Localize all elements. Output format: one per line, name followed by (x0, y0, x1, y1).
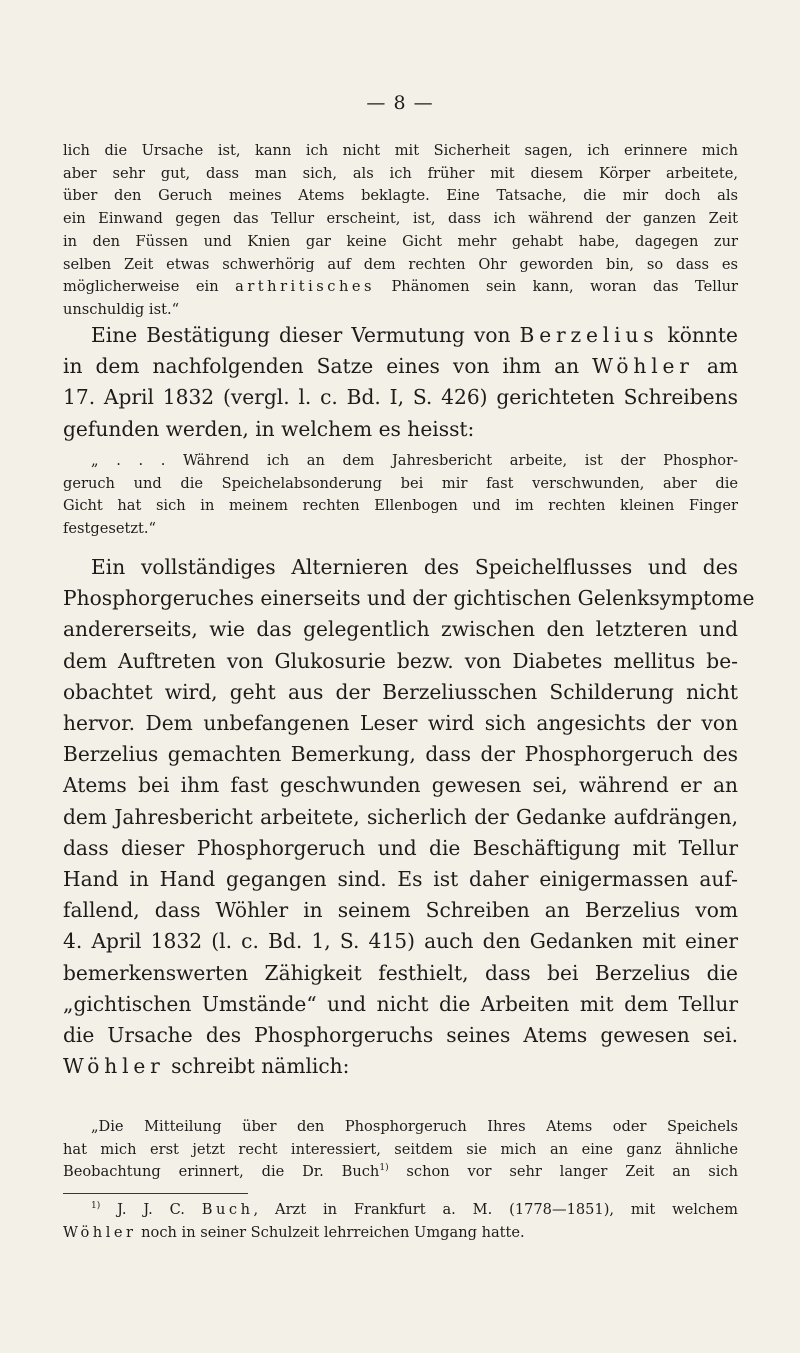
emphasized-name: Wöhler (592, 354, 694, 379)
page-number: — 8 — (366, 92, 434, 114)
text-line: Berzelius gemachten Bemerkung, dass der Phosphorgeruch des (63, 742, 738, 767)
footnote-divider (63, 1193, 248, 1194)
emphasized-name: Buch (201, 1201, 254, 1218)
quotation-paragraph (63, 1116, 738, 1184)
text-line: die Ursache des Phosphorgeruchs seines Atems gewesen sei. (63, 1023, 738, 1048)
footnote (63, 1199, 738, 1244)
text-line: hervor. Dem unbefangenen Leser wird sich angesichts der von (63, 711, 738, 736)
text-line: Atems bei ihm fast geschwunden gewesen sei, während er an (63, 773, 738, 798)
body-paragraph (63, 552, 755, 1082)
footnote-marker: 1) (379, 1163, 389, 1174)
text-line (63, 1199, 738, 1222)
text-run: noch in seiner Schulzeit lehrreichen Umgang hatte. (136, 1223, 525, 1241)
text-line: „ . . . Während ich an dem Jahresbericht arbeite, ist der Phosphor- (91, 452, 738, 469)
text-run: Phänomen sein kann, woran das Tellur (374, 278, 738, 296)
text-line: „Die Mitteilung über den Phosphorgeruch Ihres Atems oder Speichels (91, 1118, 738, 1135)
text-run: Beobachtung erinnert, die Dr. Buch (63, 1163, 380, 1181)
quote-continuation-paragraph (63, 140, 738, 322)
text-run: in dem nachfolgenden Satze eines von ihm an (63, 354, 593, 379)
text-run: am (693, 354, 738, 379)
text-line: festgesetzt.“ (63, 520, 157, 538)
text-line: selben Zeit etwas schwerhörig auf dem rechten Ohr geworden bin, so dass es (63, 255, 738, 273)
text-run: Eine Bestätigung dieser Vermutung von (91, 323, 520, 347)
text-line: dem Jahresbericht arbeitete, sicherlich der Gedanke aufdrängen, (63, 804, 738, 829)
text-line: Phosphorgeruches einerseits und der gichtischen Gelenksymptome (63, 586, 755, 611)
text-run: schreibt nämlich: (164, 1054, 350, 1079)
text-line: ein Einwand gegen das Tellur erscheint, ist, dass ich während der ganzen Zeit (63, 210, 738, 228)
text-line: gefunden werden, in welchem es heisst: (63, 416, 475, 441)
text-line: aber sehr gut, dass man sich, als ich früher mit diesem Körper arbeitete, (63, 164, 738, 182)
text-line: „gichtischen Umstände“ und nicht die Arbeiten mit dem Tellur (63, 991, 738, 1016)
text-run: J. J. C. (100, 1201, 202, 1218)
text-line: bemerkenswerten Zähigkeit festhielt, dass bei Berzelius die (63, 960, 738, 985)
text-run: könnte (658, 323, 738, 347)
text-line (63, 1161, 738, 1184)
emphasized-name: Berzelius (519, 323, 659, 347)
text-line (63, 351, 738, 382)
footnote-marker: 1) (91, 1201, 101, 1212)
quotation-paragraph (63, 450, 738, 541)
emphasized-name: Wöhler (63, 1223, 137, 1241)
text-line: Gicht hat sich in meinem rechten Ellenbogen und im rechten kleinen Finger (63, 497, 738, 515)
text-line (63, 276, 738, 299)
text-line: Ein vollständiges Alternieren des Speichelflusses und des (91, 555, 738, 579)
text-line: in den Füssen und Knien gar keine Gicht mehr gehabt habe, dagegen zur (63, 232, 738, 250)
text-line: über den Geruch meines Atems beklagte. Eine Tatsache, die mir doch als (63, 187, 738, 205)
text-run: möglicherweise ein (63, 278, 236, 296)
text-line (63, 320, 738, 351)
text-line: 17. April 1832 (vergl. l. c. Bd. I, S. 426) gerichteten Schreibens (63, 385, 738, 410)
text-line: dem Auftreten von Glukosurie bezw. von Diabetes mellitus be- (63, 648, 738, 673)
text-line: unschuldig ist.“ (63, 300, 180, 318)
text-line: obachtet wird, geht aus der Berzeliusschen Schilderung nicht (63, 679, 738, 704)
text-line: fallend, dass Wöhler in seinem Schreiben an Berzelius vom (63, 898, 738, 923)
text-run: , Arzt in Frankfurt a. M. (1778—1851), mit welchem (253, 1201, 738, 1218)
emphasized-name: Wöhler (63, 1054, 165, 1079)
text-line: 4. April 1832 (l. c. Bd. 1, S. 415) auch den Gedanken mit einer (63, 929, 738, 954)
emphasized-word: arthritisches (235, 278, 375, 296)
text-run: schon vor sehr langer Zeit an sich (388, 1163, 738, 1181)
text-line (63, 1222, 738, 1245)
text-line: hat mich erst jetzt recht interessiert, seitdem sie mich an eine ganz ähnliche (63, 1140, 738, 1158)
body-paragraph (63, 320, 738, 445)
text-line: andererseits, wie das gelegentlich zwischen den letzteren und (63, 617, 738, 642)
text-line (63, 1051, 738, 1082)
text-line: dass dieser Phosphorgeruch und die Beschäftigung mit Tellur (63, 835, 738, 860)
text-line: lich die Ursache ist, kann ich nicht mit Sicherheit sagen, ich erinnere mich (63, 142, 738, 159)
text-line: geruch und die Speichelabsonderung bei mir fast verschwunden, aber die (63, 474, 738, 492)
text-line: Hand in Hand gegangen sind. Es ist daher einigermassen auf- (63, 867, 738, 892)
